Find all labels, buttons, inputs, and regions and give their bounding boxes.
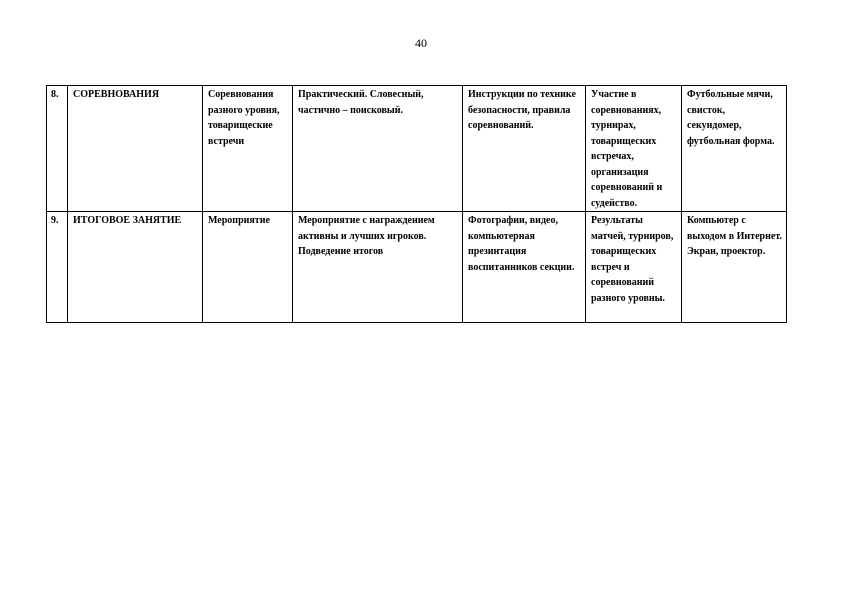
results-cell: Результаты матчей, турниров, товарищеских встреч и соревнований разного уровны.	[586, 212, 682, 323]
equipment-cell: Футбольные мячи, свисток, секундомер, футбольная форма.	[682, 86, 787, 212]
row-number: 9.	[47, 212, 68, 323]
topic-title: ИТОГОВОЕ ЗАНЯТИЕ	[68, 212, 203, 323]
didactic-materials: Фотографии, видео, компьютерная презинтация воспитанников секции.	[463, 212, 586, 323]
didactic-materials: Инструкции по технике безопасности, правила соревнований.	[463, 86, 586, 212]
methods-cell: Практический. Словесный, частично – поисковый.	[293, 86, 463, 212]
lesson-form: Мероприятие	[203, 212, 293, 323]
equipment-cell: Компьютер с выходом в Интернет. Экран, проектор.	[682, 212, 787, 323]
lesson-form: Соревнования разного уровня, товарищеские встречи	[203, 86, 293, 212]
methods-cell: Мероприятие с награждением активны и лучших игроков. Подведение итогов	[293, 212, 463, 323]
row-number: 8.	[47, 86, 68, 212]
page-number: 40	[415, 36, 427, 50]
results-cell: Участие в соревнованиях, турнирах, товарищеских встречах, организация соревнований и судейство.	[586, 86, 682, 212]
table-row	[47, 212, 787, 323]
table-row	[47, 86, 787, 212]
program-table	[46, 85, 787, 323]
topic-title: СОРЕВНОВАНИЯ	[68, 86, 203, 212]
